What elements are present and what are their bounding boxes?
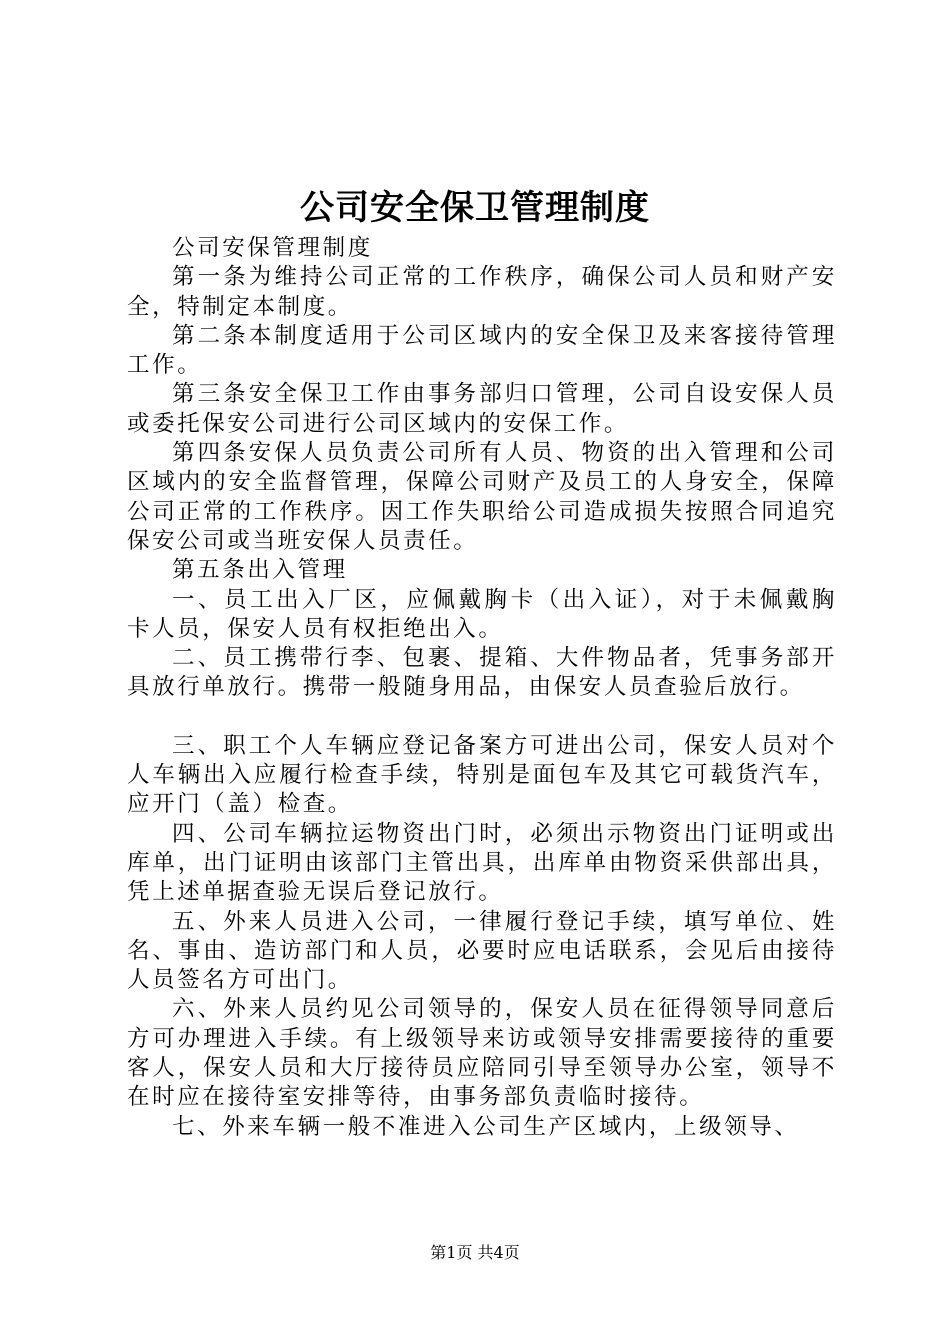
paragraph: 一、员工出入厂区，应佩戴胸卡（出入证），对于未佩戴胸卡人员，保安人员有权拒绝出入。 [127,586,837,642]
page-number-footer: 第1页 共4页 [430,1243,520,1262]
paragraph: 四、公司车辆拉运物资出门时，必须出示物资出门证明或出库单，出门证明由该部门主管出具，出库单由物资采供部出具，凭上述单据查验无误后登记放行。 [127,820,837,906]
paragraph: 二、员工携带行李、包裹、提箱、大件物品者，凭事务部开具放行单放行。携带一般随身用品，由保安人员查验后放行。 [127,645,837,701]
paragraph: 六、外来人员约见公司领导的，保安人员在征得领导同意后方可办理进入手续。有上级领导来访或领导安排需要接待的重要客人，保安人员和大厅接待员应陪同引导至领导办公室，领导不在时应在接待室安排等待，由事务部负责临时接待。 [127,996,837,1111]
paragraph: 第三条安全保卫工作由事务部归口管理，公司自设安保人员或委托保安公司进行公司区域内的安保工作。 [127,381,837,437]
paragraph: 三、职工个人车辆应登记备案方可进出公司，保安人员对个人车辆出入应履行检查手续，特别是面包车及其它可载货汽车，应开门（盖）检查。 [127,732,837,818]
paragraph: 第二条本制度适用于公司区域内的安全保卫及来客接待管理工作。 [127,322,837,379]
paragraph: 第一条为维持公司正常的工作秩序，确保公司人员和财产安全，特制定本制度。 [127,264,837,320]
paragraph: 第五条出入管理 [172,557,348,584]
paragraph: 五、外来人员进入公司，一律履行登记手续，填写单位、姓名、事由、造访部门和人员，必要时应电话联系，会见后由接待人员签名方可出门。 [127,908,837,994]
blank-line [127,703,837,732]
document-body [127,234,837,1142]
document-title: 公司安全保卫管理制度 [300,188,650,228]
paragraph: 第四条安保人员负责公司所有人员、物资的出入管理和公司区域内的安全监督管理，保障公司财产及员工的人身安全，保障公司正常的工作秩序。因工作失职给公司造成损失按照合同追究保安公司或当班安保人员责任。 [127,440,837,554]
paragraph: 公司安保管理制度 [172,235,373,261]
paragraph: 七、外来车辆一般不准进入公司生产区域内，上级领导、 [172,1113,800,1140]
